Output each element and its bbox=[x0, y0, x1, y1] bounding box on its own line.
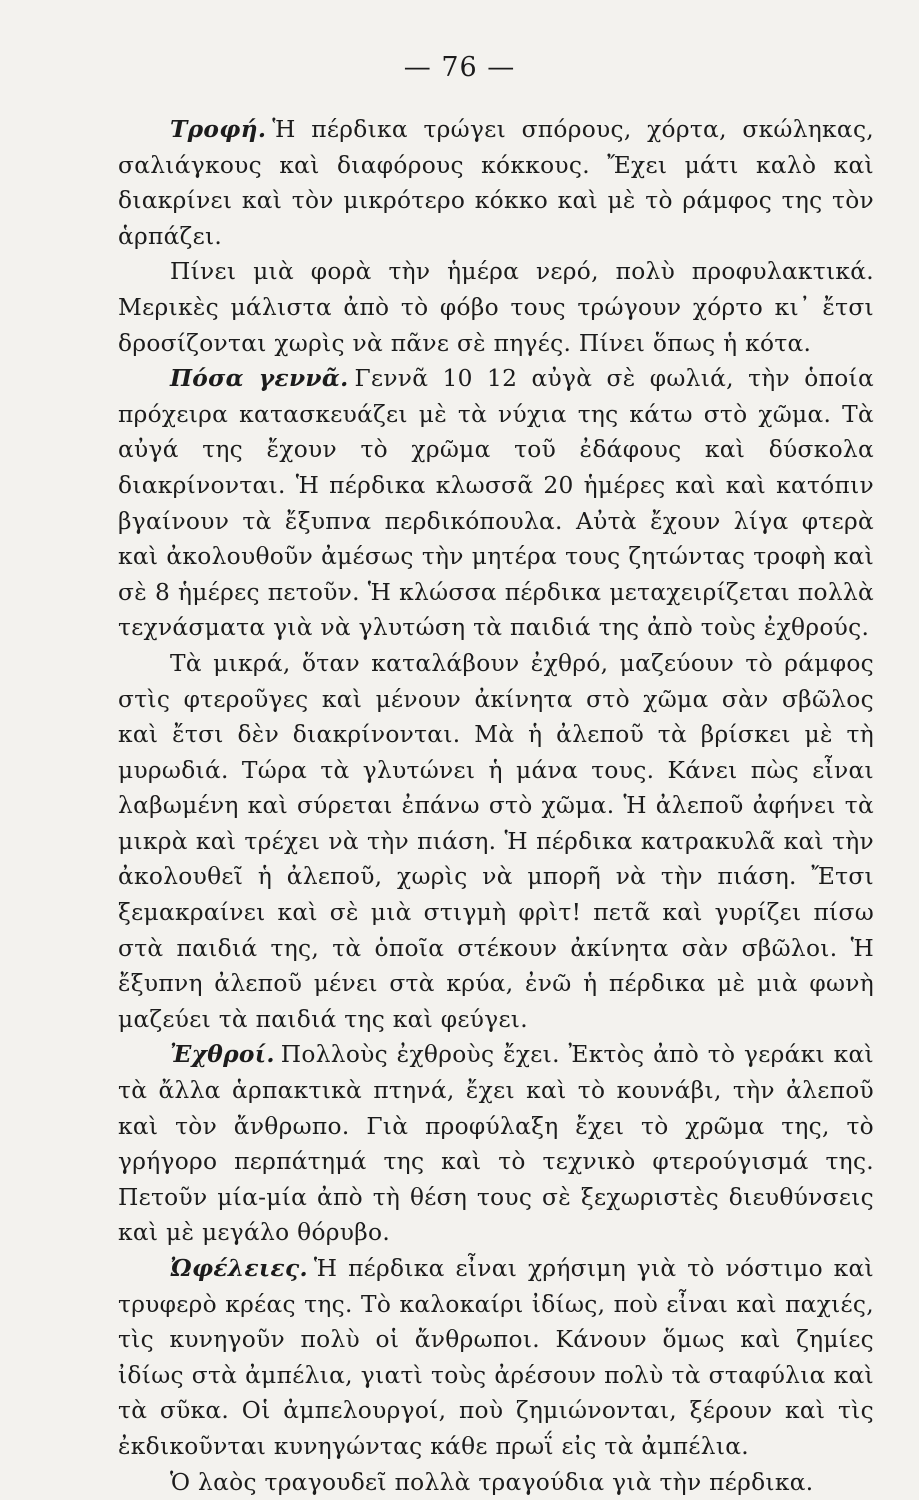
paragraph-text: Ἡ πέρδικα εἶναι χρήσιμη γιὰ τὸ νόστιμο καὶ τρυφερὸ κρέας της. Τὸ καλοκαίρι ἰδίως, ποὺ εἶναι καὶ παχιές, τὶς κυνηγοῦν πολὺ οἱ ἄνθρωποι. Κάνουν ὅμως καὶ ζημίες ἰδίως στὰ ἀμπέλια, γιατὶ τοὺς ἀρέσουν πολὺ τὰ σταφύλια καὶ τὰ σῦκα. Οἱ ἀμπελουργοί, ποὺ ζημιώνονται, ξέρουν καὶ τὶς ἐκδικοῦνται κυνηγώντας κάθε πρωΐ εἰς τὰ ἀμπέλια. bbox=[118, 1255, 874, 1460]
paragraph-drinking bbox=[118, 254, 874, 361]
paragraph-text: Ἡ πέρδικα τρώγει σπόρους, χόρτα, σκώληκας, σαλιάγκους καὶ διαφόρους κόκκους. Ἔχει μάτι καλὸ καὶ διακρίνει καὶ τὸν μικρότερο κόκκο καὶ μὲ τὸ ράμφος της τὸν ἁρπάζει. bbox=[118, 116, 874, 250]
paragraph-breeding bbox=[118, 361, 874, 646]
paragraph-chicks bbox=[118, 646, 874, 1038]
section-heading-benefits: Ὠφέλειες. bbox=[170, 1255, 308, 1282]
paragraph-enemies bbox=[118, 1037, 874, 1251]
section-heading-breeding: Πόσα γεννᾶ. bbox=[170, 365, 349, 393]
body-text bbox=[118, 112, 874, 1500]
paragraph-text: Ὁ λαὸς τραγουδεῖ πολλὰ τραγούδια γιὰ τὴν πέρδικα. bbox=[170, 1468, 814, 1496]
paragraph-text: Γεννᾶ 10 12 αὐγὰ σὲ φωλιά, τὴν ὁποία πρόχειρα κατασκευάζει μὲ τὰ νύχια της κάτω στὸ χῶμα. Τὰ αὐγά της ἔχουν τὸ χρῶμα τοῦ ἐδάφους καὶ δύσκολα διακρίνονται. Ἡ πέρδικα κλωσσᾶ 20 ἡμέρες καὶ καὶ κατόπιν βγαίνουν τὰ ἔξυπνα περδικόπουλα. Αὐτὰ ἔχουν λίγα φτερὰ καὶ ἀκολουθοῦν ἀμέσως τὴν μητέρα τους ζητώντας τροφὴ καὶ σὲ 8 ἡμέρες πετοῦν. Ἡ κλώσσα πέρδικα μεταχειρίζεται πολλὰ τεχνάσματα γιὰ νὰ γλυτώση τὰ παιδιά της ἀπὸ τοὺς ἐχθρούς. bbox=[118, 365, 874, 642]
paragraph-songs bbox=[118, 1465, 874, 1500]
section-heading-enemies: Ἐχθροί. bbox=[170, 1041, 275, 1069]
paragraph-benefits bbox=[118, 1251, 874, 1465]
paragraph-text: Πίνει μιὰ φορὰ τὴν ἡμέρα νερό, πολὺ προφυλακτικά. Μερικὲς μάλιστα ἀπὸ τὸ φόβο τους τρώγουν χόρτο κι᾿ ἔτσι δροσίζονται χωρὶς νὰ πᾶνε σὲ πηγές. Πίνει ὅπως ἡ κότα. bbox=[118, 258, 874, 357]
page-number: — 76 — bbox=[403, 52, 516, 83]
paragraph-text: Τὰ μικρά, ὅταν καταλάβουν ἐχθρό, μαζεύουν τὸ ράμφος στὶς φτεροῦγες καὶ μένουν ἀκίνητα στὸ χῶμα σὰν σβῶλος καὶ ἔτσι δὲν διακρίνονται. Μὰ ἡ ἀλεποῦ τὰ βρίσκει μὲ τὴ μυρωδιά. Τώρα τὰ γλυτώνει ἡ μάνα τους. Κάνει πὼς εἶναι λαβωμένη καὶ σύρεται ἐπάνω στὸ χῶμα. Ἡ ἀλεποῦ ἀφήνει τὰ μικρὰ καὶ τρέχει νὰ τὴν πιάση. Ἡ πέρδικα κατρακυλᾶ καὶ τὴν ἀκολουθεῖ ἡ ἀλεποῦ, χωρὶς νὰ μπορῆ νὰ τὴν πιάση. Ἔτσι ξεμακραίνει καὶ σὲ μιὰ στιγμὴ φρὶτ! πετᾶ καὶ γυρίζει πίσω στὰ παιδιά της, τὰ ὁποῖα στέκουν ἀκίνητα σὰν σβῶλοι. Ἡ ἔξυπνη ἀλεποῦ μένει στὰ κρύα, ἐνῶ ἡ πέρδικα μὲ μιὰ φωνὴ μαζεύει τὰ παιδιά της καὶ φεύγει. bbox=[118, 649, 874, 1033]
section-heading-food: Τροφή. bbox=[170, 116, 267, 143]
paragraph-text: Πολλοὺς ἐχθροὺς ἔχει. Ἐκτὸς ἀπὸ τὸ γεράκι καὶ τὰ ἄλλα ἁρπακτικὰ πτηνά, ἔχει καὶ τὸ κουνάβι, τὴν ἀλεποῦ καὶ τὸν ἄνθρωπο. Γιὰ προφύλαξη ἔχει τὸ χρῶμα της, τὸ γρήγορο περπάτημά της καὶ τὸ τεχνικὸ φτερούγισμά της. Πετοῦν μία-μία ἀπὸ τὴ θέση τους σὲ ξεχωριστὲς διευθύνσεις καὶ μὲ μεγάλο θόρυβο. bbox=[118, 1041, 874, 1247]
paragraph-food bbox=[118, 112, 874, 254]
